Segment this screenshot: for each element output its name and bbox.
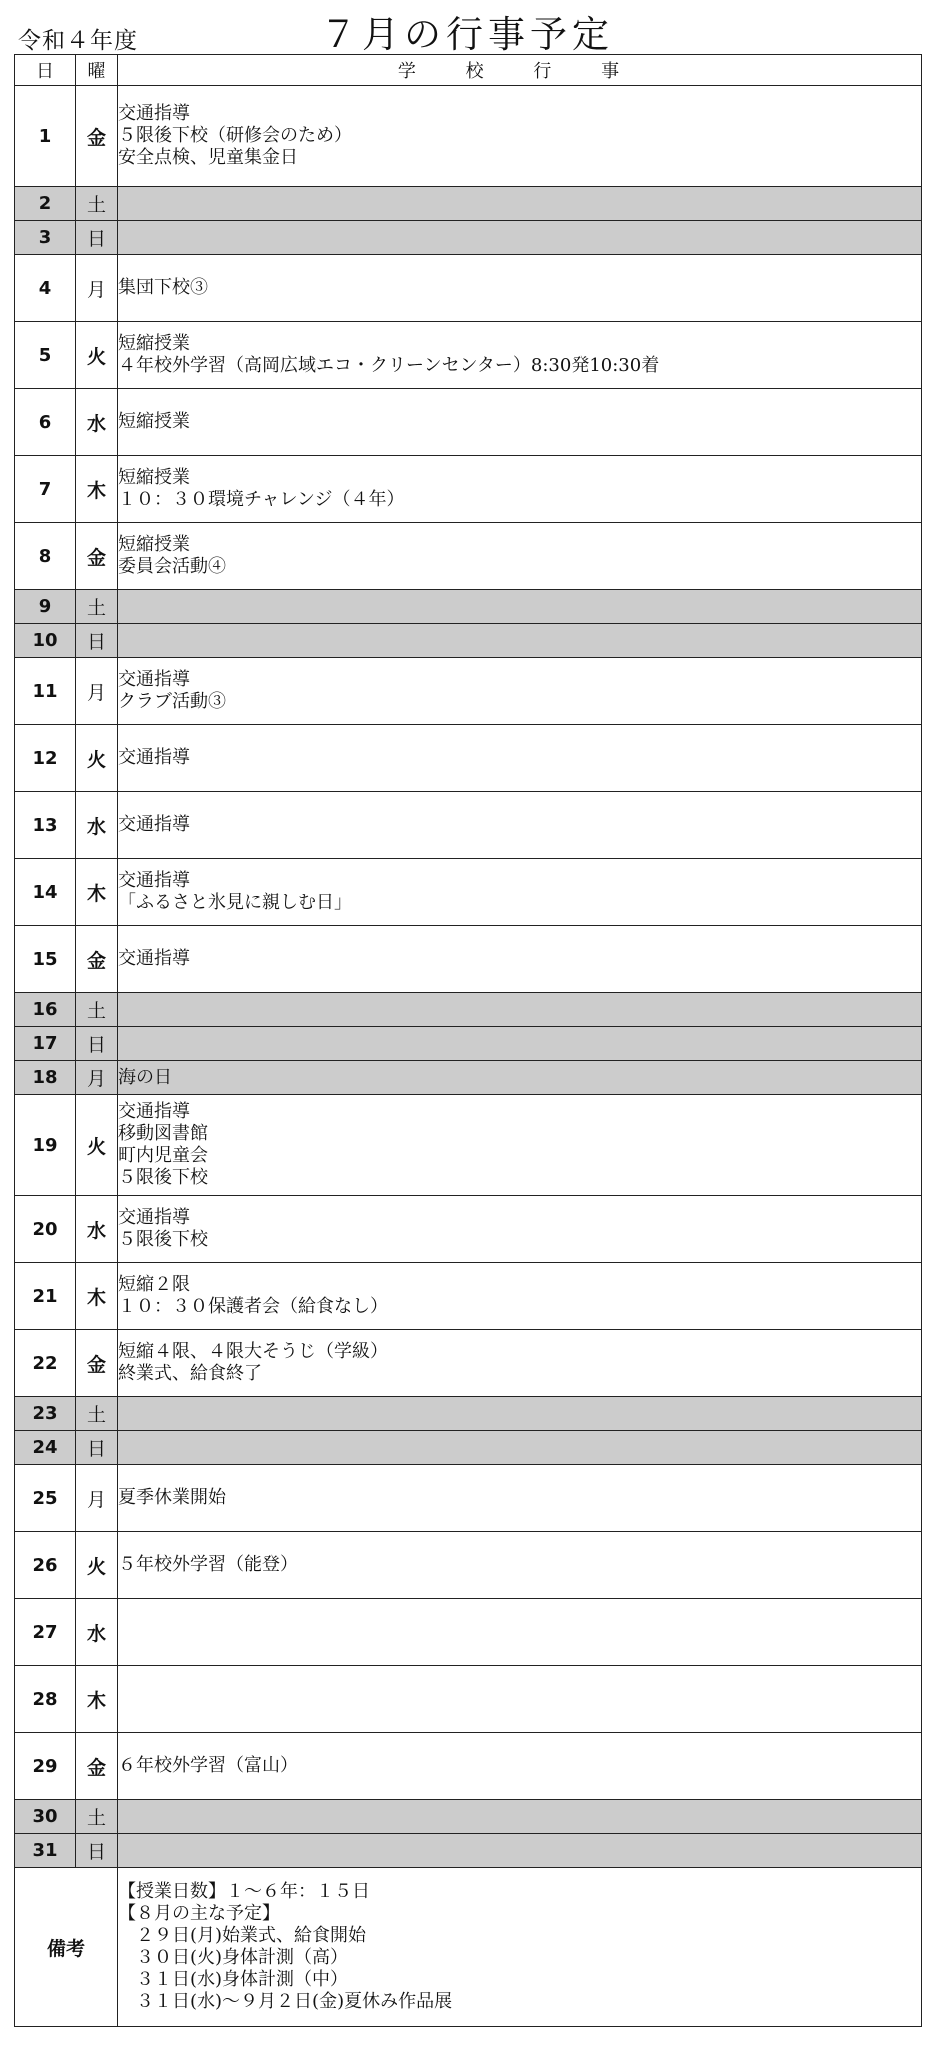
page-title: ７月の行事予定 xyxy=(320,13,614,56)
table-row xyxy=(15,1465,922,1532)
row-day: 19 xyxy=(15,1095,76,1196)
row-events: 交通指導 ５限後下校（研修会のため） 安全点検、児童集金日 xyxy=(118,86,922,187)
row-events xyxy=(118,1666,922,1733)
row-day: 3 xyxy=(15,221,76,255)
row-events: 夏季休業開始 xyxy=(118,1465,922,1532)
schedule-table xyxy=(14,54,922,2027)
row-events xyxy=(118,187,922,221)
header-day: 日 xyxy=(15,55,76,86)
row-weekday: 水 xyxy=(76,1196,118,1263)
row-events: 短縮２限 １０：３０保護者会（給食なし） xyxy=(118,1263,922,1330)
row-events: 短縮授業 委員会活動④ xyxy=(118,523,922,590)
row-weekday: 木 xyxy=(76,1666,118,1733)
row-day: 11 xyxy=(15,658,76,725)
table-row xyxy=(15,1733,922,1800)
row-weekday: 土 xyxy=(76,590,118,624)
row-day: 4 xyxy=(15,255,76,322)
fiscal-year-label: 令和４年度 xyxy=(18,28,138,54)
row-day: 14 xyxy=(15,859,76,926)
row-events xyxy=(118,1027,922,1061)
row-weekday: 金 xyxy=(76,523,118,590)
table-row xyxy=(15,322,922,389)
table-row xyxy=(15,590,922,624)
row-events xyxy=(118,993,922,1027)
row-events: 交通指導 xyxy=(118,725,922,792)
row-day: 25 xyxy=(15,1465,76,1532)
row-day: 28 xyxy=(15,1666,76,1733)
row-events: 集団下校③ xyxy=(118,255,922,322)
table-row xyxy=(15,187,922,221)
row-day: 9 xyxy=(15,590,76,624)
table-row xyxy=(15,859,922,926)
row-weekday: 月 xyxy=(76,658,118,725)
row-events: 交通指導 移動図書館 町内児童会 ５限後下校 xyxy=(118,1095,922,1196)
row-weekday: 月 xyxy=(76,1061,118,1095)
row-events xyxy=(118,221,922,255)
row-day: 26 xyxy=(15,1532,76,1599)
row-events: 交通指導 xyxy=(118,926,922,993)
row-weekday: 水 xyxy=(76,389,118,456)
table-row xyxy=(15,1263,922,1330)
table-row xyxy=(15,926,922,993)
row-events: 短縮授業 １０：３０環境チャレンジ（４年） xyxy=(118,456,922,523)
table-row xyxy=(15,389,922,456)
row-day: 18 xyxy=(15,1061,76,1095)
row-events xyxy=(118,1431,922,1465)
row-events: 交通指導 ５限後下校 xyxy=(118,1196,922,1263)
table-row xyxy=(15,658,922,725)
row-events: ５年校外学習（能登） xyxy=(118,1532,922,1599)
row-day: 16 xyxy=(15,993,76,1027)
table-row xyxy=(15,1834,922,1868)
table-row xyxy=(15,1061,922,1095)
row-day: 15 xyxy=(15,926,76,993)
row-events: ６年校外学習（富山） xyxy=(118,1733,922,1800)
row-weekday: 木 xyxy=(76,456,118,523)
row-weekday: 金 xyxy=(76,1330,118,1397)
row-day: 12 xyxy=(15,725,76,792)
row-day: 6 xyxy=(15,389,76,456)
row-day: 7 xyxy=(15,456,76,523)
row-weekday: 日 xyxy=(76,1027,118,1061)
row-day: 10 xyxy=(15,624,76,658)
row-events: 交通指導 クラブ活動③ xyxy=(118,658,922,725)
table-row xyxy=(15,1196,922,1263)
row-weekday: 金 xyxy=(76,86,118,187)
row-weekday: 土 xyxy=(76,1800,118,1834)
row-day: 24 xyxy=(15,1431,76,1465)
row-weekday: 日 xyxy=(76,1834,118,1868)
row-events: 交通指導 xyxy=(118,792,922,859)
row-weekday: 月 xyxy=(76,1465,118,1532)
table-row xyxy=(15,221,922,255)
table-row xyxy=(15,255,922,322)
table-row xyxy=(15,1095,922,1196)
row-weekday: 土 xyxy=(76,1397,118,1431)
row-weekday: 火 xyxy=(76,725,118,792)
row-events: 海の日 xyxy=(118,1061,922,1095)
row-events xyxy=(118,1397,922,1431)
table-row xyxy=(15,1599,922,1666)
table-row xyxy=(15,792,922,859)
row-weekday: 日 xyxy=(76,624,118,658)
row-events: 短縮授業 ４年校外学習（高岡広域エコ・クリーンセンター）8:30発10:30着 xyxy=(118,322,922,389)
row-events xyxy=(118,1800,922,1834)
notes-label: 備考 xyxy=(15,1868,118,2027)
table-row xyxy=(15,624,922,658)
row-events xyxy=(118,624,922,658)
row-events: 交通指導 「ふるさと氷見に親しむ日」 xyxy=(118,859,922,926)
row-day: 23 xyxy=(15,1397,76,1431)
row-weekday: 日 xyxy=(76,1431,118,1465)
row-weekday: 金 xyxy=(76,926,118,993)
row-weekday: 月 xyxy=(76,255,118,322)
row-weekday: 土 xyxy=(76,187,118,221)
table-row xyxy=(15,456,922,523)
row-day: 27 xyxy=(15,1599,76,1666)
row-events xyxy=(118,590,922,624)
row-events: 短縮授業 xyxy=(118,389,922,456)
notes-row xyxy=(15,1868,922,2027)
row-day: 22 xyxy=(15,1330,76,1397)
row-day: 8 xyxy=(15,523,76,590)
header-row xyxy=(15,55,922,86)
table-row xyxy=(15,1397,922,1431)
row-day: 21 xyxy=(15,1263,76,1330)
row-day: 20 xyxy=(15,1196,76,1263)
table-row xyxy=(15,1027,922,1061)
row-day: 5 xyxy=(15,322,76,389)
table-row xyxy=(15,993,922,1027)
row-weekday: 火 xyxy=(76,1095,118,1196)
table-row xyxy=(15,1800,922,1834)
row-weekday: 土 xyxy=(76,993,118,1027)
row-weekday: 金 xyxy=(76,1733,118,1800)
row-weekday: 火 xyxy=(76,1532,118,1599)
row-weekday: 木 xyxy=(76,1263,118,1330)
table-row xyxy=(15,1431,922,1465)
row-day: 29 xyxy=(15,1733,76,1800)
row-day: 17 xyxy=(15,1027,76,1061)
table-row xyxy=(15,86,922,187)
table-row xyxy=(15,523,922,590)
header-dow: 曜 xyxy=(76,55,118,86)
table-row xyxy=(15,1666,922,1733)
row-day: 1 xyxy=(15,86,76,187)
table-row xyxy=(15,1330,922,1397)
row-events: 短縮４限、４限大そうじ（学級） 終業式、給食終了 xyxy=(118,1330,922,1397)
row-events xyxy=(118,1834,922,1868)
row-day: 13 xyxy=(15,792,76,859)
row-weekday: 木 xyxy=(76,859,118,926)
header-events: 学 校 行 事 xyxy=(118,55,922,86)
row-weekday: 水 xyxy=(76,792,118,859)
row-weekday: 日 xyxy=(76,221,118,255)
table-row xyxy=(15,1532,922,1599)
row-weekday: 火 xyxy=(76,322,118,389)
row-weekday: 水 xyxy=(76,1599,118,1666)
row-day: 31 xyxy=(15,1834,76,1868)
row-day: 2 xyxy=(15,187,76,221)
row-events xyxy=(118,1599,922,1666)
table-row xyxy=(15,725,922,792)
notes-body: 【授業日数】１～６年：１５日 【８月の主な予定】 ２９日(月)始業式、給食開始 ３０日(火)身体計測（高） ３１日(水)身体計測（中） ３１日(水)～９月２日(金)夏休み作品展 xyxy=(118,1868,922,2027)
row-day: 30 xyxy=(15,1800,76,1834)
